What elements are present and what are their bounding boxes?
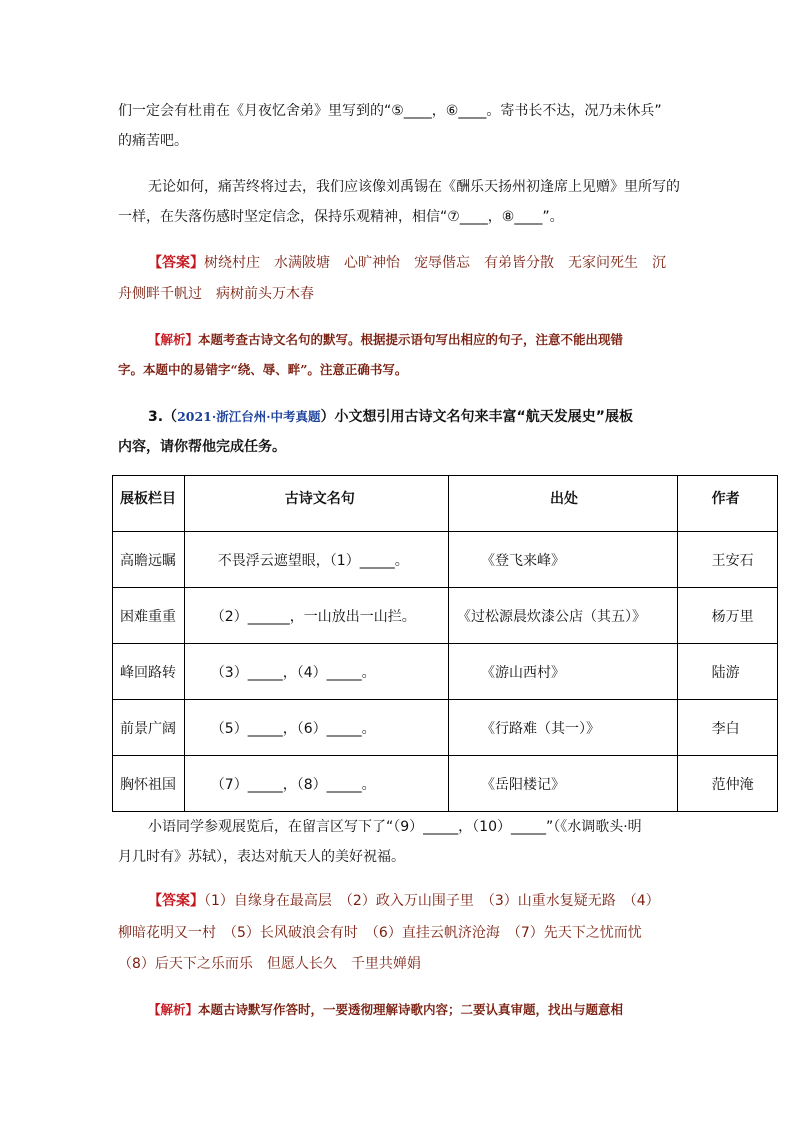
question-3-line-2: 内容，请你帮他完成任务。 — [118, 439, 286, 455]
analysis-label: 【解析】 — [148, 1002, 199, 1017]
analysis-1-line-2: 字。本题中的易错字“绕、辱、畔”。注意正确书写。 — [118, 362, 408, 377]
table-row: 峰回路转 （3）_____，（4）_____。 《游山西村》 陆游 — [113, 644, 778, 700]
header-source: 出处 — [449, 476, 678, 532]
exhibit-table — [112, 475, 778, 812]
answer-label: 【答案】 — [148, 255, 204, 271]
analysis-2-line-1: 【解析】本题古诗默写作答时，一要透彻理解诗歌内容；二要认真审题，找出与题意相 — [148, 1002, 624, 1017]
intro-line-1: 们一定会有杜甫在《月夜忆舍弟》里写到的“⑤____，⑥____。寄书长不达，况乃未休兵” — [118, 103, 662, 119]
answer-1-line-1: 【答案】树绕村庄 水满陂塘 心旷神怡 宠辱偕忘 有弟皆分散 无家问死生 沉 — [148, 255, 666, 271]
intro-line-2: 的痛苦吧。 — [118, 133, 188, 149]
answer-1-line-2: 舟侧畔千帆过 病树前头万木春 — [118, 286, 314, 302]
intro-line-3: 无论如何，痛苦终将过去，我们应该像刘禹锡在《酬乐天扬州初逢席上见赠》里所写的 — [148, 179, 680, 195]
answer-2-line-3: （8）后天下之乐而乐 但愿人长久 千里共婵娟 — [118, 956, 421, 972]
answer-label: 【答案】 — [148, 893, 204, 909]
header-column: 展板栏目 — [113, 476, 185, 532]
table-row: 前景广阔 （5）_____，（6）_____。 《行路难（其一）》 李白 — [113, 700, 778, 756]
analysis-1-line-1: 【解析】本题考查古诗文名句的默写。根据提示语句写出相应的句子，注意不能出现错 — [148, 332, 624, 347]
followup-line-1: 小语同学参观展览后，在留言区写下了“（9）_____，（10）_____”（《水调歌头·明 — [148, 819, 642, 835]
header-author: 作者 — [677, 476, 777, 532]
answer-2-line-2: 柳暗花明又一村 （5）长风破浪会有时 （6）直挂云帆济沧海 （7）先天下之忧而忧 — [118, 925, 642, 941]
followup-line-2: 月几时有》苏轼），表达对航天人的美好祝福。 — [118, 849, 405, 865]
answer-2-line-1: 【答案】（1）自缘身在最高层 （2）政入万山围子里 （3）山重水复疑无路 （4） — [148, 893, 660, 909]
analysis-label: 【解析】 — [148, 332, 199, 347]
question-source: 2021·浙江台州·中考真题 — [177, 409, 321, 424]
header-quote: 古诗文名句 — [184, 476, 448, 532]
intro-line-4: 一样，在失落伤感时坚定信念，保持乐观精神，相信“⑦____，⑧____”。 — [118, 209, 564, 225]
table-header-row — [113, 476, 778, 532]
table-row: 胸怀祖国 （7）_____，（8）_____。 《岳阳楼记》 范仲淹 — [113, 756, 778, 812]
table-row: 困难重重 （2）______，一山放出一山拦。 《过松源晨炊漆公店（其五）》 杨万里 — [113, 588, 778, 644]
table-row: 高瞻远瞩 不畏浮云遮望眼，（1）_____。 《登飞来峰》 王安石 — [113, 532, 778, 588]
question-3-line-1: 3.（2021·浙江台州·中考真题）小文想引用古诗文名句来丰富“航天发展史”展板 — [148, 409, 633, 425]
